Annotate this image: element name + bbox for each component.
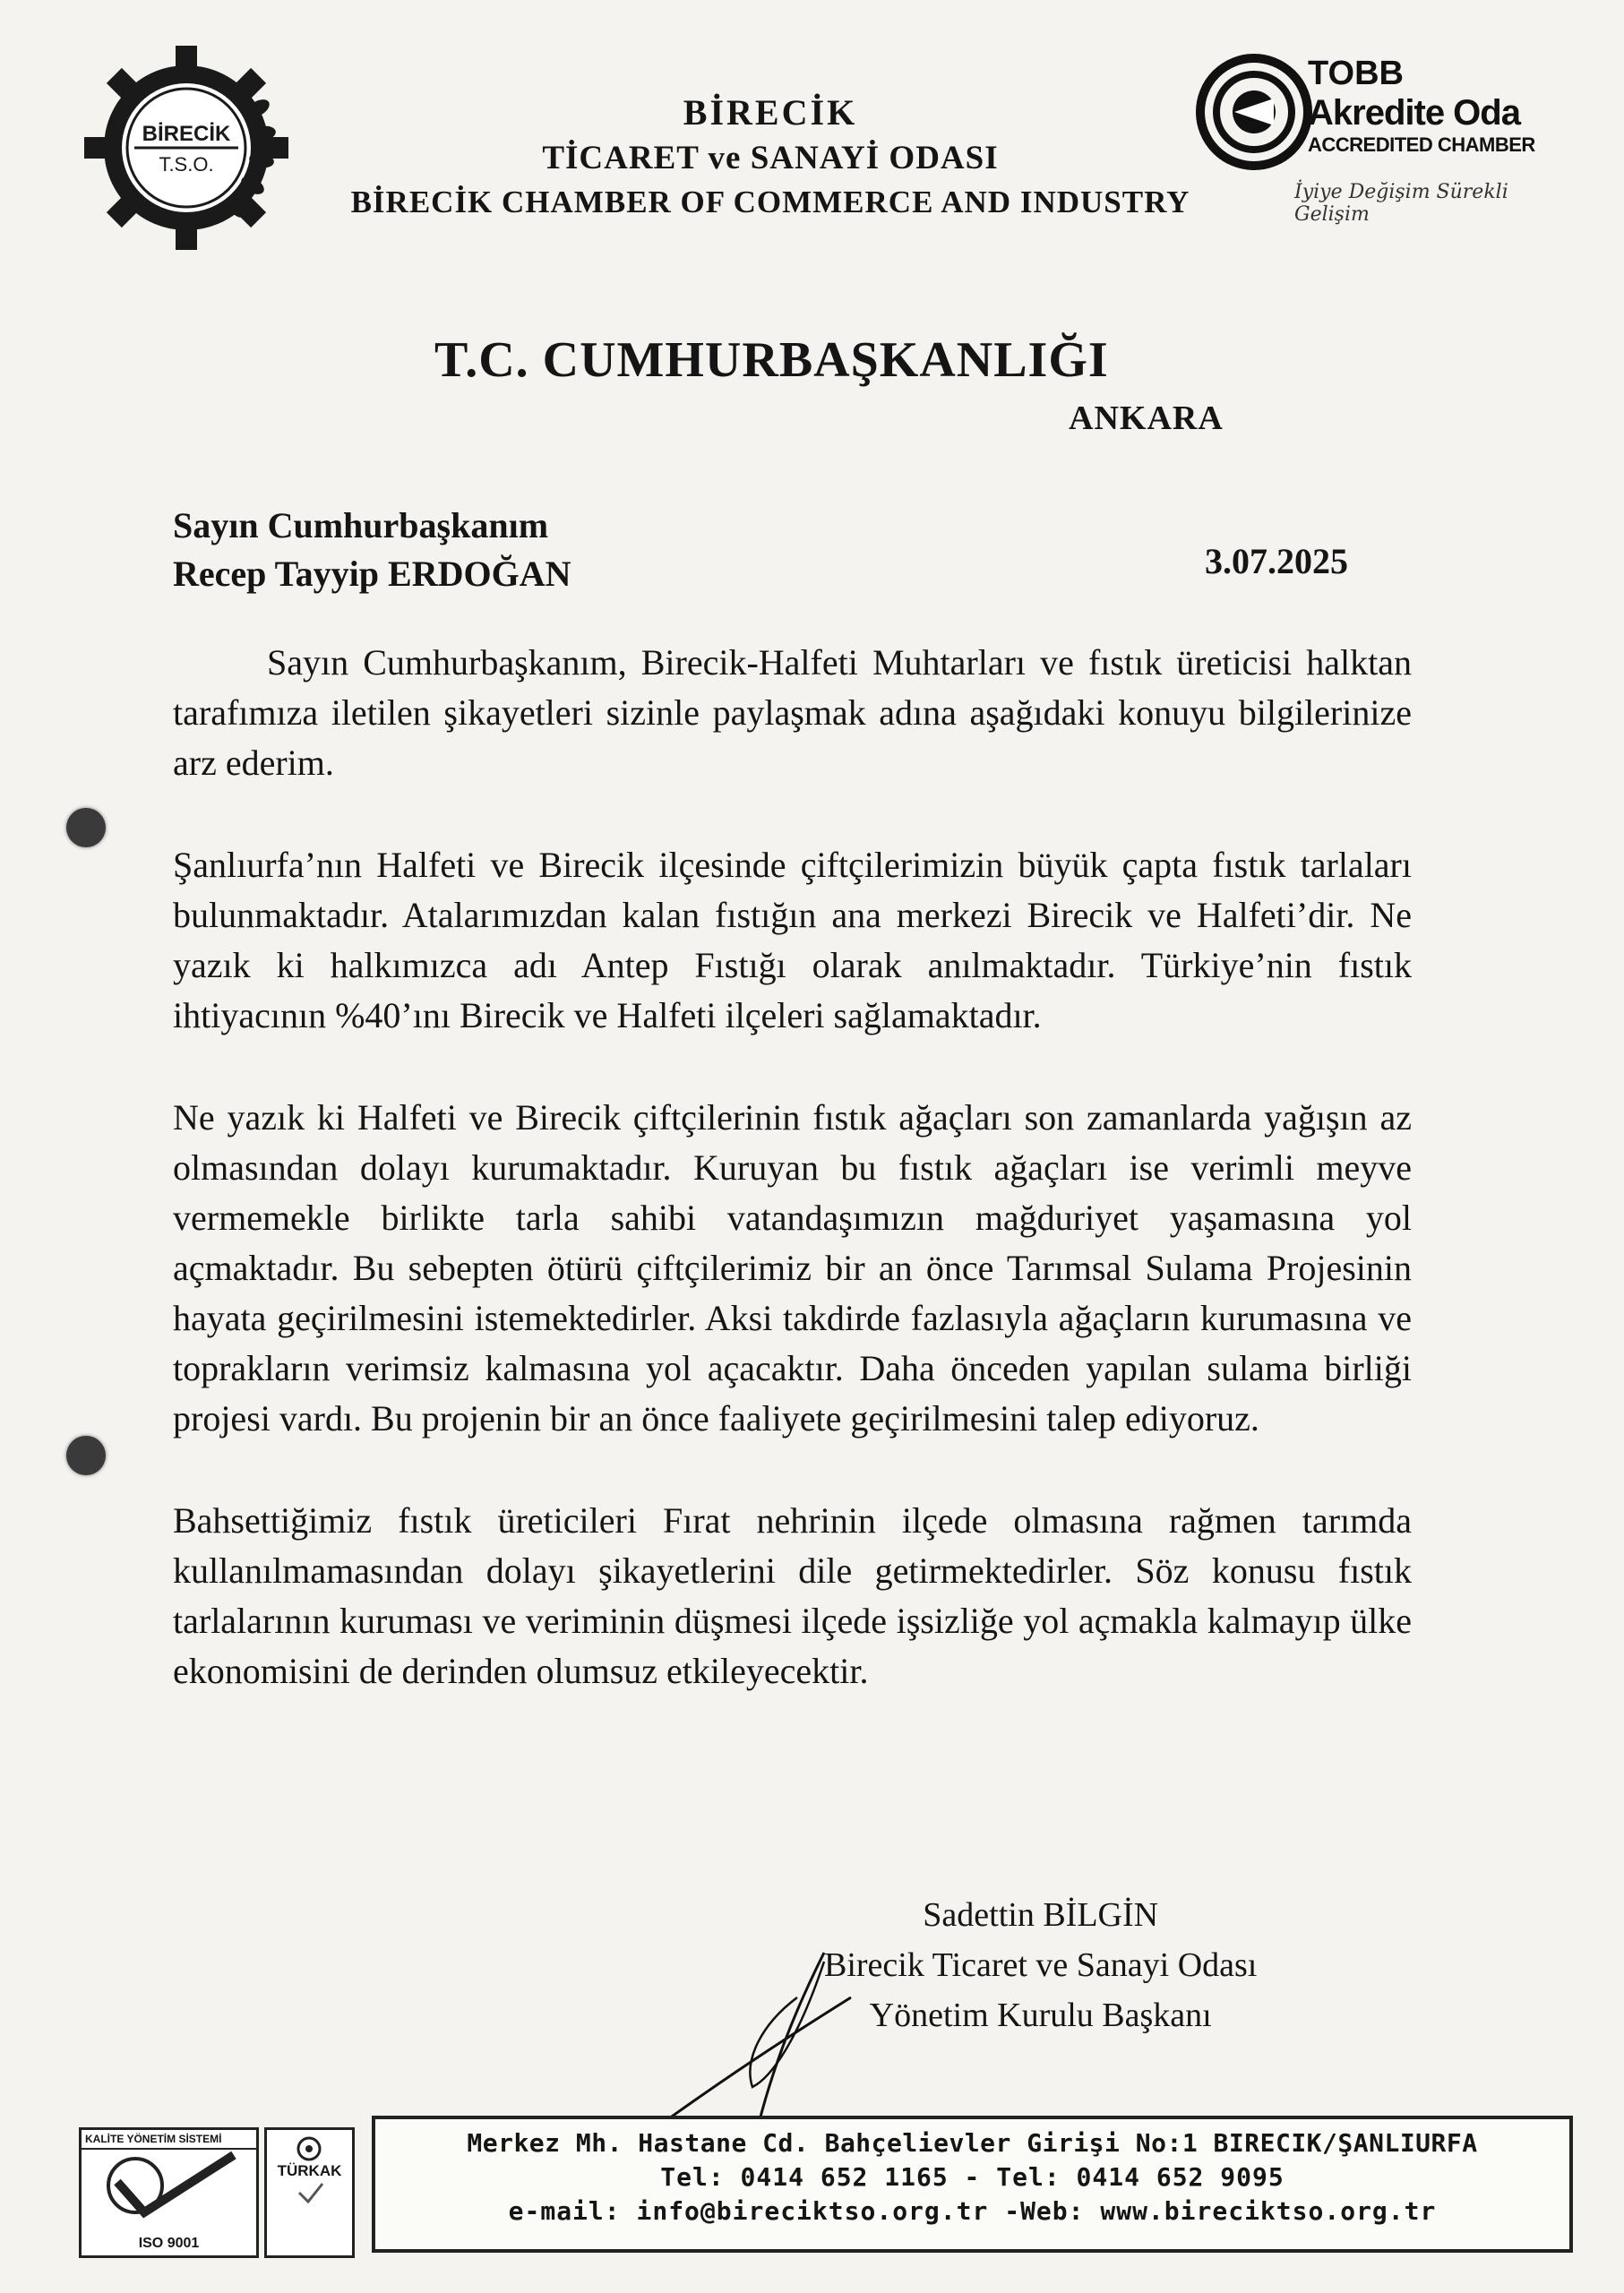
logo-text-line2: T.S.O. [159,153,214,176]
salutation-line2: Recep Tayyip ERDOĞAN [173,554,571,594]
signer-organization: Birecik Ticaret ve Sanayi Odası [824,1946,1258,1984]
turkak-check-icon [292,2180,328,2207]
punch-hole-top [66,808,106,847]
paragraph-1: Sayın Cumhurbaşkanım, Birecik-Halfeti Muhtarları ve fıstık üreticisi halktan tarafımıza iletilen şikayetleri sizinle paylaşmak adına aşağıdaki konuyu bilgilerinize arz ederim. [173,642,1412,783]
birecik-tso-logo [79,40,294,255]
iso-badge-title: KALİTE YÖNETİM SİSTEMİ [82,2130,256,2150]
turkak-badge [264,2127,355,2258]
iso-9001-badge [79,2127,259,2258]
addressee: T.C. CUMHURBAŞKANLIĞI [434,332,1109,388]
tobb-title: TOBB [1308,55,1404,92]
signer-name: Sadettin BİLGİN [923,1896,1159,1934]
footer-phones: Tel: 0414 652 1165 - Tel: 0414 652 9095 [660,2162,1285,2192]
iso-badge-label: ISO 9001 [138,2236,200,2251]
signer-title: Yönetim Kurulu Başkanı [869,1997,1212,2034]
letter-body [173,638,1412,1748]
paragraph-3: Ne yazık ki Halfeti ve Birecik çiftçilerinin fıstık ağaçları son zamanlarda yağışın az olmasından dolayı kurumaktadır. Kuruyan bu fıstık ağaçları ise verimli meyve vermemekle birlikte tarla sahibi vatandaşımızın mağduriyet yaşamasına yol açmaktadır. Bu sebepten ötürü çiftçilerimiz bir an önce Tarımsal Sulama Projesinin hayata geçirilmesini istemektedirler. Aksi takdirde fazlasıyla ağaçların kurumasına ve toprakların verimsiz kalmasına yol açacaktır. Daha önceden yapılan sulama birliği projesi vardı. Bu projenin bir an önce faaliyete geçirilmesini talep ediyoruz. [173,1097,1412,1438]
salutation [173,502,571,598]
footer-email-web: e-mail: info@bireciktso.org.tr -Web: www.bireciktso.org.tr [508,2196,1437,2226]
tobb-accredited-logo [1182,38,1559,226]
tobb-akredite: Akredite Oda [1308,93,1520,133]
signature-block [824,1890,1257,2040]
logo-text-line1: BİRECİK [142,122,231,146]
tobb-slogan: İyiye Değişim Sürekli Gelişim [1294,181,1508,226]
tobb-accredited: ACCREDITED CHAMBER [1308,133,1535,156]
letter-date: 3.07.2025 [1205,541,1348,581]
punch-hole-bottom [66,1436,106,1475]
checkmark-icon [82,2150,252,2221]
tobb-ring-icon [1191,45,1317,179]
org-name-english: BİRECİK CHAMBER OF COMMERCE AND INDUSTRY [350,185,1190,219]
footer-address: Merkez Mh. Hastane Cd. Bahçelievler Girişi No:1 BIRECIK/ŞANLIURFA [467,2128,1478,2158]
org-name-line1: BİRECİK [683,92,858,133]
addressee-city: ANKARA [1069,399,1224,437]
letterhead-title [322,90,1218,224]
contact-info-box [372,2116,1573,2253]
org-name-line2: TİCARET ve SANAYİ ODASI [542,140,999,176]
paragraph-2: Şanlıurfa’nın Halfeti ve Birecik ilçesinde çiftçilerimizin büyük çapta fıstık tarlaları bulunmaktadır. Atalarımızdan kalan fıstığın ana merkezi Birecik ve Halfeti’dir. Ne yazık ki halkımızca adı Antep Fıstığı olarak anılmaktadır. Türkiye’nin fıstık ihtiyacının %40’ını Birecik ve Halfeti ilçeleri sağlamaktadır. [173,845,1412,1035]
turkak-emblem-icon [291,2135,327,2162]
paragraph-4: Bahsettiğimiz fıstık üreticileri Fırat nehrinin ilçede olmasına rağmen tarımda kullanılmamasından dolayı şikayetlerini dile getirmektedirler. Söz konusu fıstık tarlalarının kuruması ve veriminin düşmesi ilçede işsizliğe yol açmakla kalmayıp ülke ekonomisini de derinden olumsuz etkileyecektir. [173,1500,1412,1691]
turkak-label: TÜRKAK [277,2162,342,2179]
salutation-line1: Sayın Cumhurbaşkanım [173,505,549,545]
